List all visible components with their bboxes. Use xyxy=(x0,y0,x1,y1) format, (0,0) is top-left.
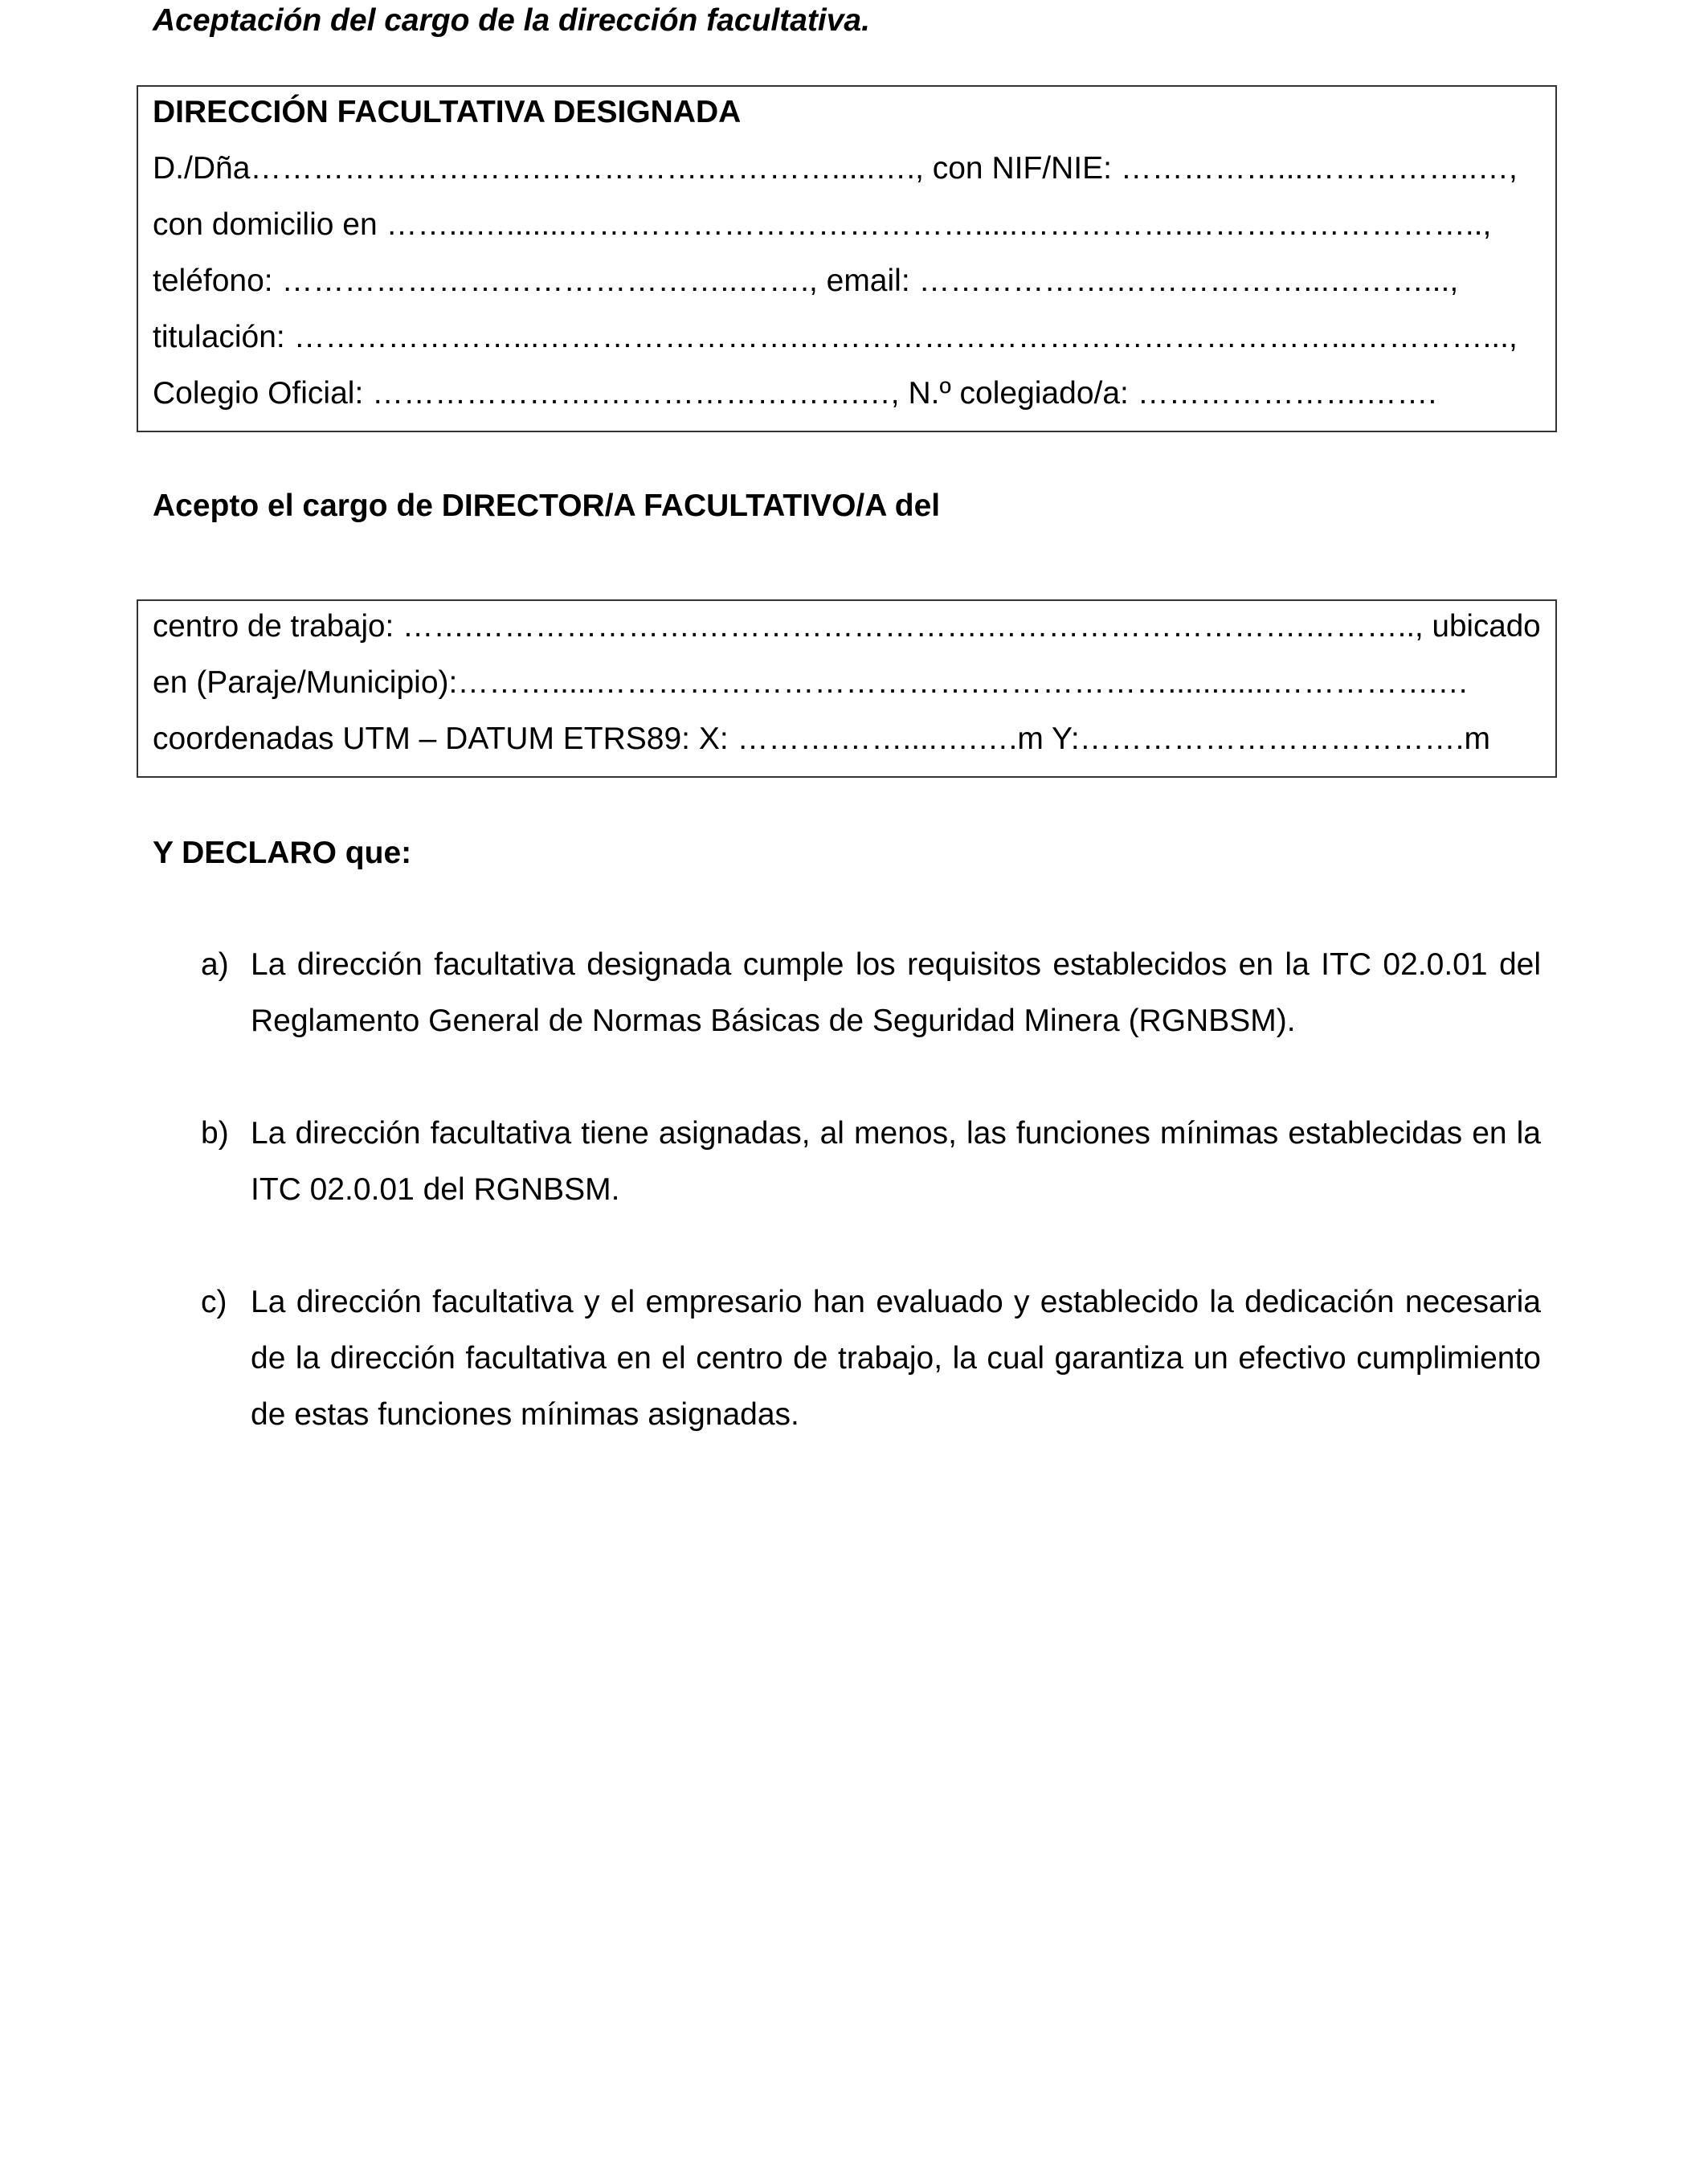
declaration-item-a xyxy=(201,937,1541,1049)
declaration-marker: a) xyxy=(201,947,229,982)
designated-box-title: DIRECCIÓN FACULTATIVA DESIGNADA xyxy=(153,95,742,129)
declaration-item-c xyxy=(201,1274,1541,1443)
declaration-text: La dirección facultativa y el empresario han evaluado y establecido la dedicación necesaria de la dirección facultativa en el centro de trabajo, la cual garantiza un efectivo cumplimiento de estas funciones mínimas asignadas. xyxy=(251,1285,1541,1432)
workplace-box xyxy=(137,599,1557,778)
utm-coordinates-line[interactable]: coordenadas UTM – DATUM ETRS89: X: ……….……....….….m Y:……………………………….m xyxy=(153,722,1491,756)
declaration-text: La dirección facultativa designada cumple los requisitos establecidos en la ITC 02.0.01 del Reglamento General de Normas Básicas de Seguridad Minera (RGNBSM). xyxy=(251,947,1541,1038)
location-line[interactable]: en (Paraje/Municipio):……….....……………………………….………………............…………….… xyxy=(153,665,1469,700)
college-number-line[interactable]: Colegio Oficial: ………………….…………………….…, N.º colegiado/a: ………………….……. xyxy=(153,376,1437,411)
workplace-line[interactable]: centro de trabajo: …….………………….……………………….………………………….……….., ubicado xyxy=(153,609,1541,644)
accept-statement: Acepto el cargo de DIRECTOR/A FACULTATIVO/A del xyxy=(153,489,941,523)
document-heading: Aceptación del cargo de la dirección facultativa. xyxy=(153,3,870,38)
name-nif-line[interactable]: D./Dña……………………….…………….………….....…., con NIF/NIE: ……………...……………..…, xyxy=(153,151,1518,186)
declaration-item-b xyxy=(201,1106,1541,1218)
address-line[interactable]: con domicilio en ……...….......………………………………….....…………….……………………….., xyxy=(153,207,1492,242)
declaration-text: La dirección facultativa tiene asignadas, al menos, las funciones mínimas establecidas en la ITC 02.0.01 del RGNBSM. xyxy=(251,1116,1541,1207)
designated-direction-box xyxy=(137,85,1557,432)
declare-heading: Y DECLARO que: xyxy=(153,836,412,870)
declaration-marker: b) xyxy=(201,1116,229,1151)
declaration-marker: c) xyxy=(201,1285,227,1319)
phone-email-line[interactable]: teléfono: ……………………………………..……., email: ……………….………………...………..., xyxy=(153,264,1459,298)
degree-line[interactable]: titulación: …………………...…………………….……………………………………………...…………..., xyxy=(153,320,1518,354)
